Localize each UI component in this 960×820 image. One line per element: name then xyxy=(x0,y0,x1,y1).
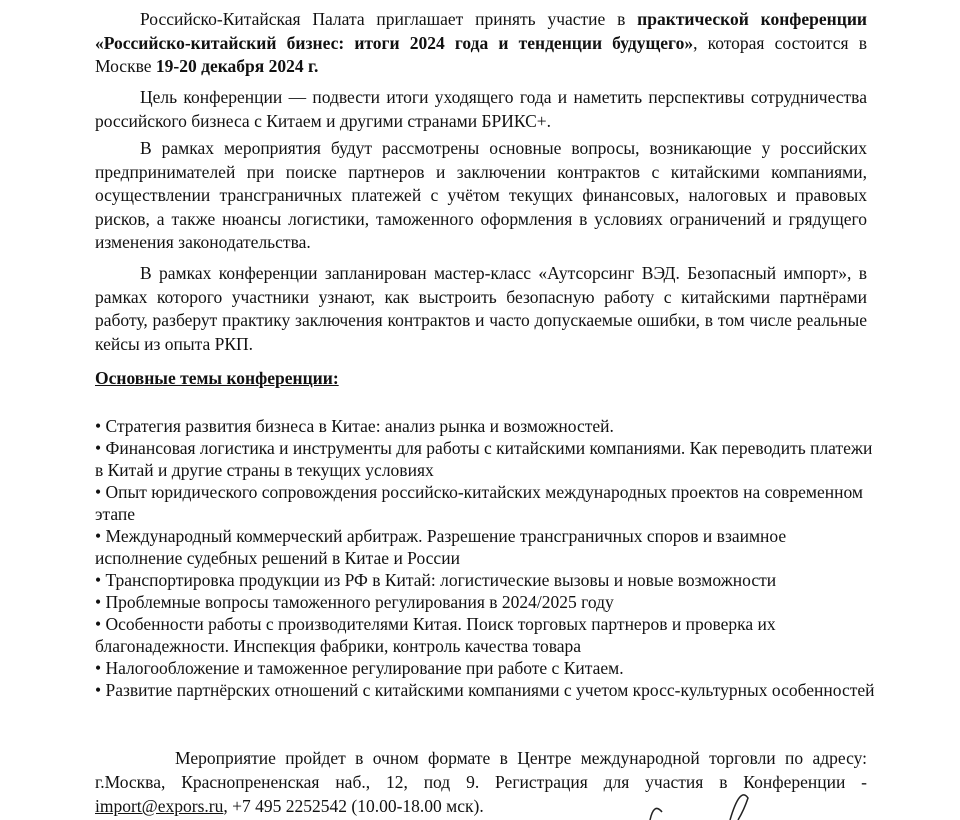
goal-paragraph: Цель конференции — подвести итоги уходящего года и наметить перспективы сотрудничества российского бизнеса с Китаем и другими странами БРИКС+. xyxy=(95,87,867,131)
intro-paragraph: Российско-Китайская Палата приглашает принять участие в практической конференции «Российско-китайский бизнес: итоги 2024 года и тенденции будущего», которая состоится в Москве 19-20 декабря 2024 г. xyxy=(95,9,867,76)
topic-item: • Развитие партнёрских отношений с китайскими компаниями с учетом кросс-культурных особенностей xyxy=(95,680,875,700)
topic-item: • Финансовая логистика и инструменты для работы с китайскими компаниями. Как переводить платежи в Китай и другие страны в текущих условиях xyxy=(95,438,873,480)
topic-item: • Международный коммерческий арбитраж. Разрешение трансграничных споров и взаимное исполнение судебных решений в Китае и России xyxy=(95,526,787,568)
signature-mark xyxy=(640,790,800,820)
topics-list xyxy=(95,415,875,701)
topic-item: • Транспортировка продукции из РФ в Китай: логистические вызовы и новые возможности xyxy=(95,570,777,590)
conference-title: практической конференции «Российско-китайский бизнес: итоги 2024 года и тенденции будущего» xyxy=(95,9,867,53)
conference-date: 19-20 декабря 2024 г. xyxy=(155,56,319,76)
topics-heading: Основные темы конференции: xyxy=(95,368,339,388)
topic-item: • Опыт юридического сопровождения российско-китайских международных проектов на современном этапе xyxy=(95,482,863,524)
topic-item: • Налогообложение и таможенное регулирование при работе с Китаем. xyxy=(95,658,624,678)
topic-item: • Стратегия развития бизнеса в Китае: анализ рынка и возможностей. xyxy=(95,416,614,436)
questions-paragraph: В рамках мероприятия будут рассмотрены основные вопросы, возникающие у российских предпринимателей при поиске партнеров и заключении контрактов с китайскими компаниями, осуществлении трансграничных платежей с учётом текущих финансовых, налоговых и правовых рисков, а также нюансы логистики, таможенного оформления в условиях ограничений и грядущего изменения законодательства. xyxy=(95,138,867,252)
venue-paragraph: Мероприятие пройдет в очном формате в Центре международной торговли по адресу: г.Москва, Краснопрененская наб., 12, под 9. Регистрация для участия в Конференции - import@expors.ru, +7 495 2252542 (10.00-18.00 мск). xyxy=(95,748,867,816)
masterclass-paragraph: В рамках конференции запланирован мастер-класс «Аутсорсинг ВЭД. Безопасный импорт», в рамках которого участники узнают, как выстроить безопасную работу с китайскими партнёрами работу, разберут практику заключения контрактов и часто допускаемые ошибки, в том числе реальные кейсы из опыта РКП. xyxy=(95,263,867,354)
topic-item: • Особенности работы с производителями Китая. Поиск торговых партнеров и проверка их благонадежности. Инспекция фабрики, контроль качества товара xyxy=(95,614,776,656)
topic-item: • Проблемные вопросы таможенного регулирования в 2024/2025 году xyxy=(95,592,614,612)
email-link[interactable]: import@expors.ru xyxy=(95,796,224,816)
